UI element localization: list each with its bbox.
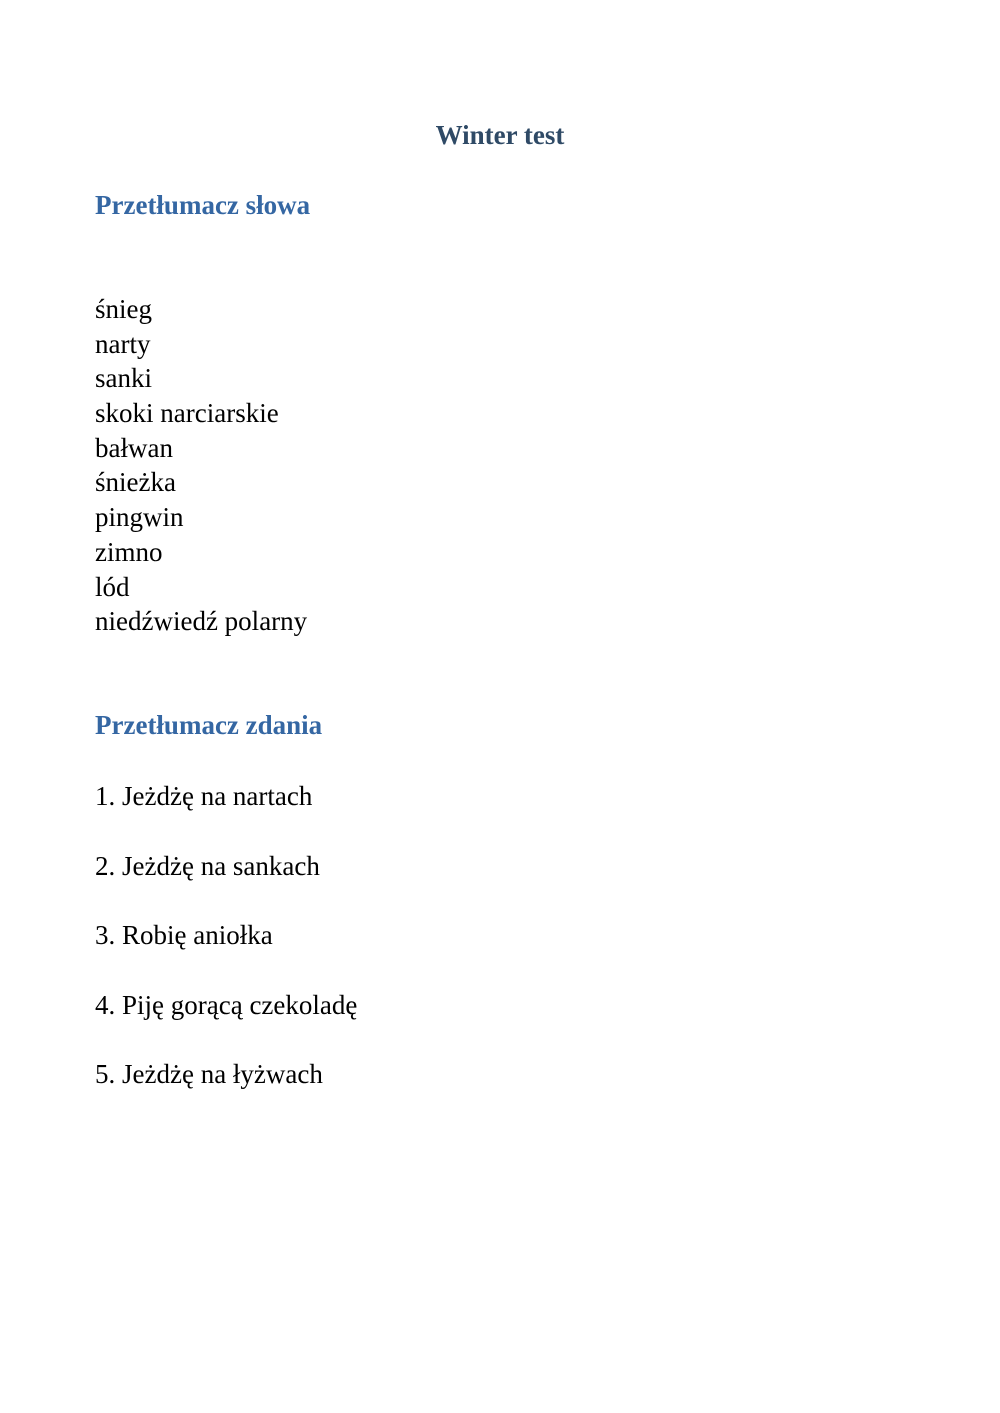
section-heading-words: Przetłumacz słowa: [95, 190, 311, 220]
sentence-item: 2. Jeżdżę na sankach: [95, 850, 320, 881]
sentence-item: 5. Jeżdżę na łyżwach: [95, 1059, 323, 1089]
word-item: sanki: [95, 363, 152, 394]
section-heading-sentences: Przetłumacz zdania: [95, 710, 323, 740]
sentence-item: 4. Piję gorącą czekoladę: [95, 989, 358, 1020]
word-item: pingwin: [95, 502, 184, 533]
sentence-list: [95, 778, 357, 1126]
sentence-item: 1. Jeżdżę na nartach: [95, 781, 313, 811]
word-item: śnieżka: [95, 467, 176, 498]
word-item: zimno: [95, 536, 163, 567]
document-title: Winter test: [435, 120, 565, 150]
word-item: bałwan: [95, 432, 173, 463]
word-item: skoki narciarskie: [95, 398, 279, 429]
word-item: lód: [95, 571, 130, 602]
sentence-item: 3. Robię aniołka: [95, 920, 273, 950]
word-item: niedźwiedź polarny: [95, 606, 308, 637]
word-item: narty: [95, 328, 151, 359]
word-item: śnieg: [95, 294, 152, 324]
word-list: [95, 292, 307, 639]
